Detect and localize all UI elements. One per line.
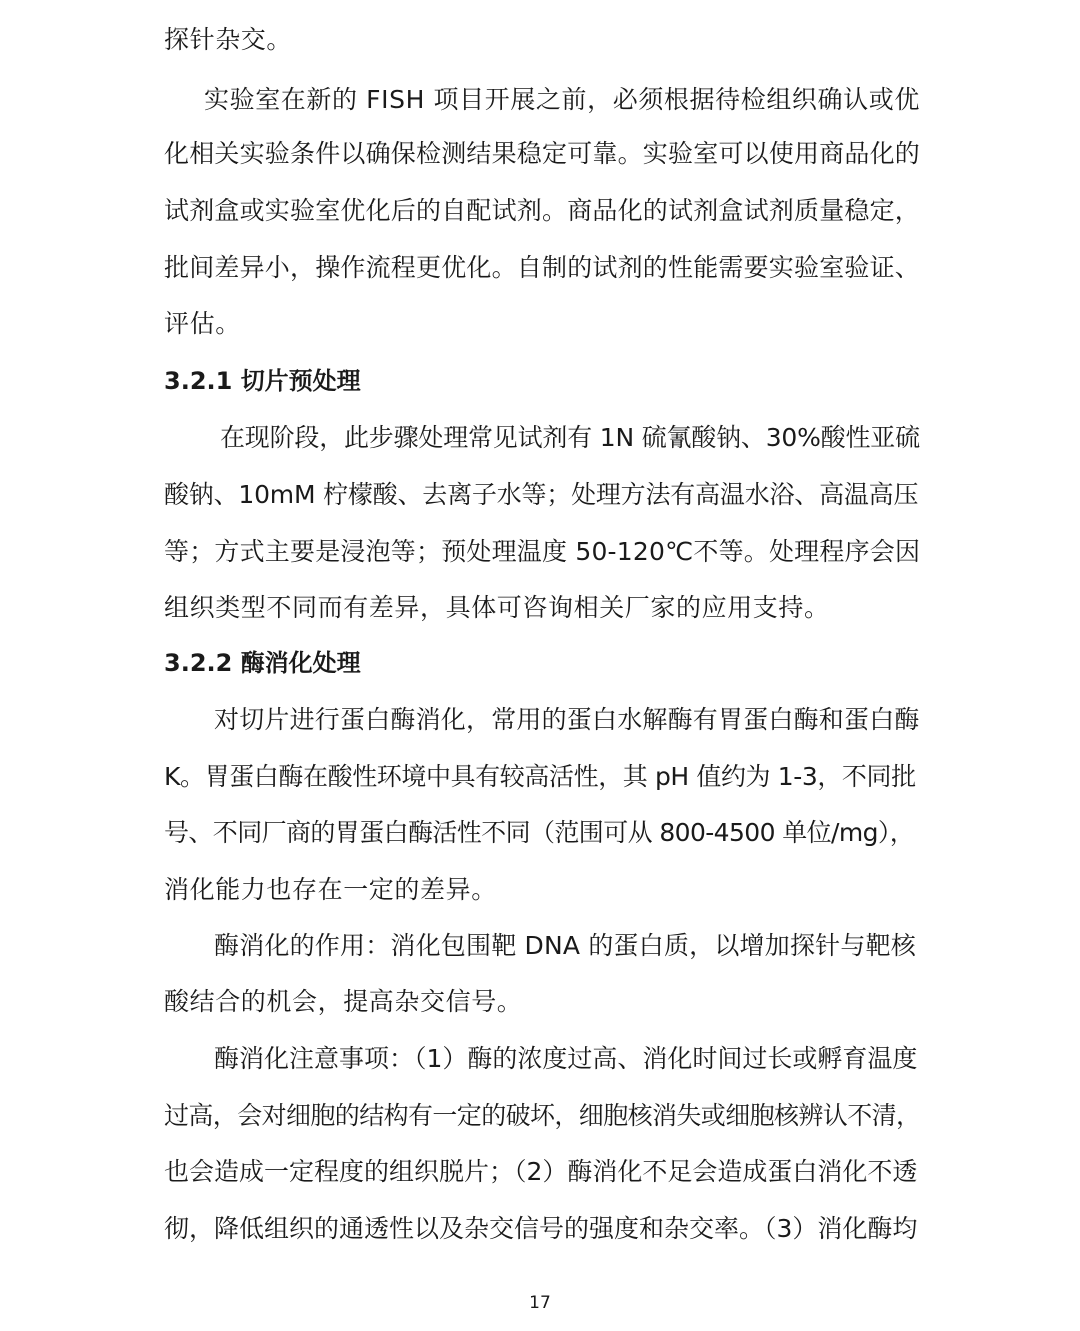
text-line: 实验室在新的 FISH 项目开展之前，必须根据待检组织确认或优 — [204, 85, 920, 114]
text-line: 探针杂交。 — [164, 25, 293, 54]
text-line: 化相关实验条件以确保检测结果稳定可靠。实验室可以使用商品化的 — [164, 139, 921, 168]
text-line: 等；方式主要是浸泡等；预处理温度 50-120℃不等。处理程序会因 — [164, 537, 921, 566]
text-line: 批间差异小，操作流程更优化。自制的试剂的性能需要实验室验证、 — [164, 253, 921, 282]
text-line: 酶消化的作用：消化包围靶 DNA 的蛋白质，以增加探针与靶核 — [214, 931, 916, 960]
text-line: 过高，会对细胞的结构有一定的破坏，细胞核消失或细胞核辨认不清， — [164, 1101, 921, 1130]
text-line: 也会造成一定程度的组织脱片；（2）酶消化不足会造成蛋白消化不透 — [164, 1157, 918, 1186]
text-line: 在现阶段，此步骤处理常见试剂有 1N 硫氰酸钠、30%酸性亚硫 — [220, 423, 920, 452]
text-line: 消化能力也存在一定的差异。 — [164, 875, 497, 904]
text-line: 酶消化注意事项：（1）酶的浓度过高、消化时间过长或孵育温度 — [214, 1044, 918, 1073]
page-number: 17 — [529, 1293, 551, 1313]
section-heading: 3.2.2 酶消化处理 — [164, 649, 361, 677]
text-line: 组织类型不同而有差异，具体可咨询相关厂家的应用支持。 — [164, 593, 830, 622]
text-line: 酸钠、10mM 柠檬酸、去离子水等；处理方法有高温水浴、高温高压 — [164, 480, 919, 509]
text-line: 号、不同厂商的胃蛋白酶活性不同（范围可从 800-4500 单位/mg）， — [164, 818, 915, 847]
text-line: 彻，降低组织的通透性以及杂交信号的强度和杂交率。（3）消化酶均 — [164, 1214, 918, 1243]
section-heading: 3.2.1 切片预处理 — [164, 367, 361, 395]
text-line: 试剂盒或实验室优化后的自配试剂。商品化的试剂盒试剂质量稳定， — [164, 196, 921, 225]
text-line: 酸结合的机会，提高杂交信号。 — [164, 987, 523, 1016]
text-line: 评估。 — [164, 309, 241, 338]
text-line: 对切片进行蛋白酶消化，常用的蛋白水解酶有胃蛋白酶和蛋白酶 — [214, 705, 920, 734]
text-line: K。胃蛋白酶在酸性环境中具有较高活性，其 pH 值约为 1-3，不同批 — [164, 762, 916, 791]
